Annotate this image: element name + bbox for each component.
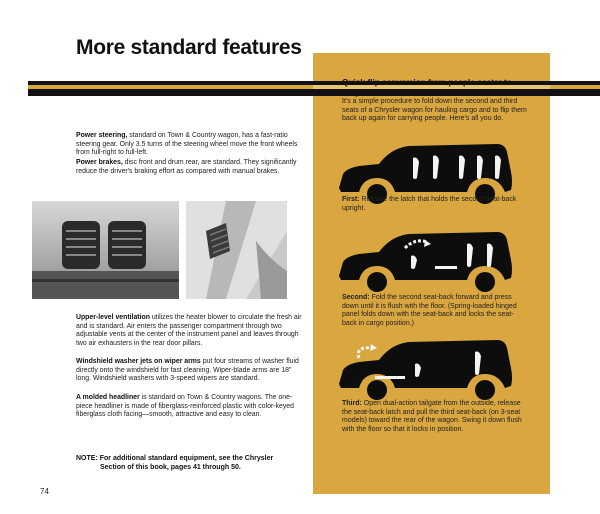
- page-title: More standard features: [76, 36, 302, 59]
- step-third: Third: Open dual-action tailgate from the outside, release the seat-back latch and pull the third seat-back (on 3-seat models) toward the rear of the wagon. Swing it down flush with the floor so that it locks in position.: [342, 400, 522, 433]
- panel-intro: It's a simple procedure to fold down the second and third seats of a Chrysler wagon for hauling cargo and to flip them back up again for carrying people. Here's all you do.: [342, 98, 527, 123]
- ventilation-paragraph: Upper-level ventilation utilizes the heater blower to circulate the fresh air and is standard. Air enters the passenger compartment through two adjustable vents at the center of the instrument panel and leaves through two air exhausters in the rear door pillars.: [76, 314, 302, 347]
- power-brakes-paragraph: Power brakes, disc front and drum rear, are standard. They significantly reduce the driver's braking effort as compared with manual brakes.: [76, 159, 297, 175]
- page-number: 74: [40, 487, 49, 496]
- door-pillar-exhauster-photo: [186, 201, 287, 299]
- headliner-paragraph: A molded headliner is standard on Town & Country wagons. The one-piece headliner is made of fiberglass-reinforced plastic with color-keyed fiberglass cloth facing—smooth, attractive and easy to clean.: [76, 394, 294, 418]
- step-second: Second: Fold the second seat-back forward and press down until it is flush with the floor. (Spring-loaded hinged panel folds down with the seat-back and locks the seat-back in cargo position.): [342, 294, 517, 327]
- dashboard-vents-photo: [32, 201, 179, 299]
- note: NOTE: For additional standard equipment, see the Chrysler Section of this book, pages 41 through 50.: [76, 455, 274, 471]
- step-first: First: Release the latch that holds the second seat-back upright.: [342, 196, 517, 212]
- wagon-silhouette-step2: [335, 226, 515, 298]
- washer-paragraph: Windshield washer jets on wiper arms put four streams of washer fluid directly onto the windshield for fast cleaning. Wiper-blade arms are 18" long. Windshield washers with 3-speed wipers are standard.: [76, 358, 299, 382]
- wagon-silhouette-step3: [335, 334, 515, 406]
- power-steering-paragraph: Power steering, standard on Town & Country wagon, has a fast-ratio steering gear. Only 3.5 turns of the steering wheel move the front wheels from full-right to full-left.: [76, 132, 298, 156]
- panel-heading: Quick-flip conversion from people-seater to cargo carrier: [342, 78, 512, 97]
